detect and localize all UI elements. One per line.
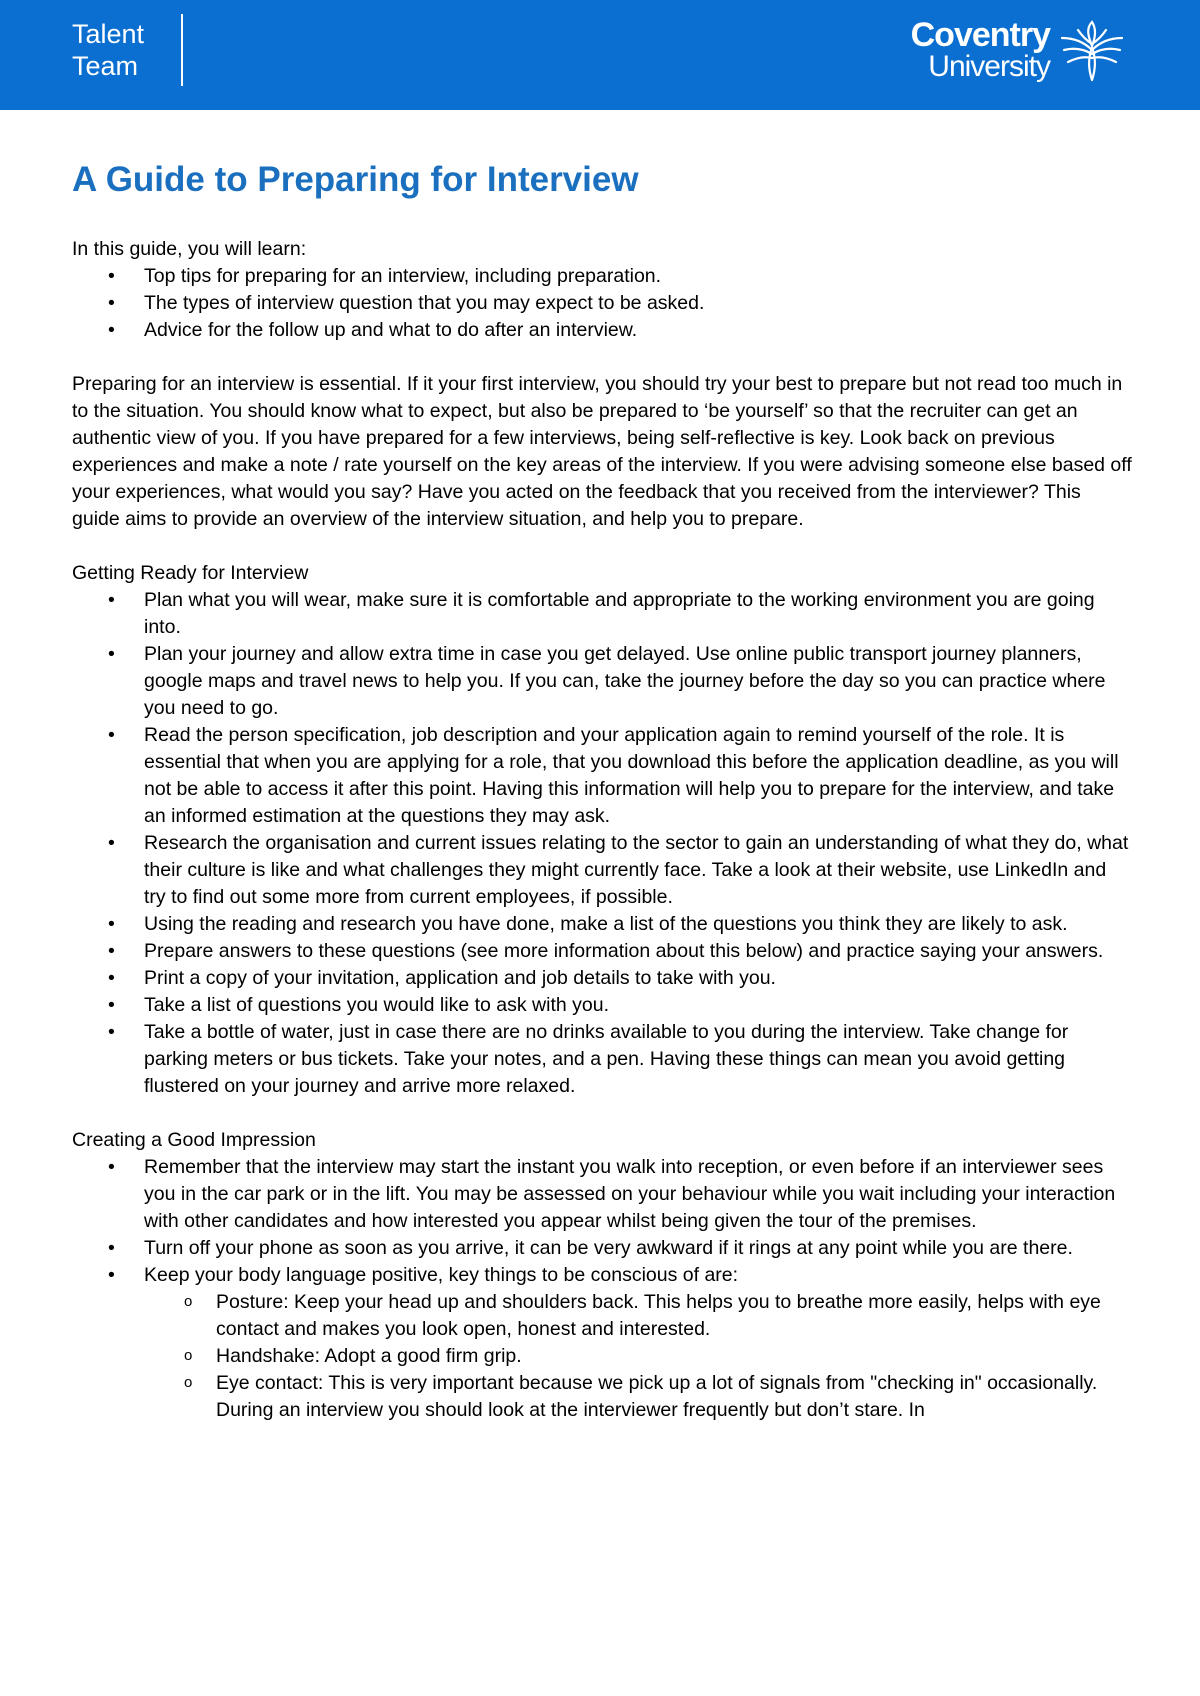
list-item: • The types of interview question that you may expect to be asked. <box>72 290 1132 317</box>
list-item: • Turn off your phone as soon as you arrive, it can be very awkward if it rings at any point while you are there. <box>72 1235 1132 1262</box>
talent-team-label <box>72 18 144 82</box>
list-item: • Remember that the interview may start the instant you walk into reception, or even before if an interviewer sees you in the car park or in the lift. You may be assessed on your behaviour while you wait including your interaction with other candidates and how interested you appear whilst being given the tour of the premises. <box>72 1154 1132 1235</box>
overview-paragraph: Preparing for an interview is essential. If it your first interview, you should try your best to prepare but not read too much in to the situation. You should know what to expect, but also be prepared to ‘be yourself’ so that the recruiter can get an authentic view of you. If you have prepared for a few interviews, being self-reflective is key. Look back on previous experiences and make a note / rate yourself on the key areas of the interview. If you were advising someone else based off your experiences, what would you say? Have you acted on the feedback that you received from the interviewer? This guide aims to provide an overview of the interview situation, and help you to prepare. <box>72 373 1132 530</box>
intro-lead: In this guide, you will learn: <box>72 238 307 260</box>
logo-text-coventry: Coventry <box>910 16 1050 54</box>
page-header <box>0 0 1200 110</box>
coventry-university-logo <box>896 16 1126 88</box>
list-item: • Print a copy of your invitation, application and job details to take with you. <box>72 965 1132 992</box>
page-title: A Guide to Preparing for Interview <box>72 160 639 199</box>
list-item: • Read the person specification, job description and your application again to remind yourself of the role. It is essential that when you are applying for a role, that you download this before the application deadline, as you will not be able to access it after this point. Having this information will help you to prepare for the interview, and take an informed estimation at the questions they may ask. <box>72 722 1132 830</box>
section-heading-getting-ready: Getting Ready for Interview <box>72 562 309 584</box>
list-item: • Research the organisation and current issues relating to the sector to gain an understanding of what they do, what their culture is like and what challenges they might currently face. Take a look at their website, use LinkedIn and try to find out some more from current employees, if possible. <box>72 830 1132 911</box>
sub-list-item: o Eye contact: This is very important because we pick up a lot of signals from "checking in" occasionally. During an interview you should look at the interviewer frequently but don’t stare. In <box>72 1370 1132 1424</box>
team-line-2: Team <box>72 51 139 81</box>
intro-list <box>72 263 1132 344</box>
getting-ready-list <box>72 587 1132 1100</box>
list-item: • Keep your body language positive, key things to be conscious of are: <box>72 1262 1132 1289</box>
list-item: • Plan your journey and allow extra time in case you get delayed. Use online public transport journey planners, google maps and travel news to help you. If you can, take the journey before the day so you can practice where you need to go. <box>72 641 1132 722</box>
list-item: • Take a bottle of water, just in case there are no drinks available to you during the interview. Take change for parking meters or bus tickets. Take your notes, and a pen. Having these things can mean you avoid getting flustered on your journey and arrive more relaxed. <box>72 1019 1132 1100</box>
impression-list <box>72 1154 1132 1424</box>
list-item: • Using the reading and research you have done, make a list of the questions you think they are likely to ask. <box>72 911 1132 938</box>
list-item: • Take a list of questions you would like to ask with you. <box>72 992 1132 1019</box>
logo-text-university: University <box>928 50 1050 83</box>
sub-list-item: o Posture: Keep your head up and shoulders back. This helps you to breathe more easily, helps with eye contact and makes you look open, honest and interested. <box>72 1289 1132 1343</box>
list-item: • Plan what you will wear, make sure it is comfortable and appropriate to the working environment you are going into. <box>72 587 1132 641</box>
phoenix-icon <box>1058 20 1126 84</box>
list-item: • Prepare answers to these questions (see more information about this below) and practice saying your answers. <box>72 938 1132 965</box>
sub-list-item: o Handshake: Adopt a good firm grip. <box>72 1343 1132 1370</box>
list-item: • Top tips for preparing for an interview, including preparation. <box>72 263 1132 290</box>
header-divider <box>181 14 183 86</box>
section-heading-impression: Creating a Good Impression <box>72 1129 316 1151</box>
document-body <box>72 160 1132 1424</box>
list-item: • Advice for the follow up and what to do after an interview. <box>72 317 1132 344</box>
team-line-1: Talent <box>72 19 145 49</box>
